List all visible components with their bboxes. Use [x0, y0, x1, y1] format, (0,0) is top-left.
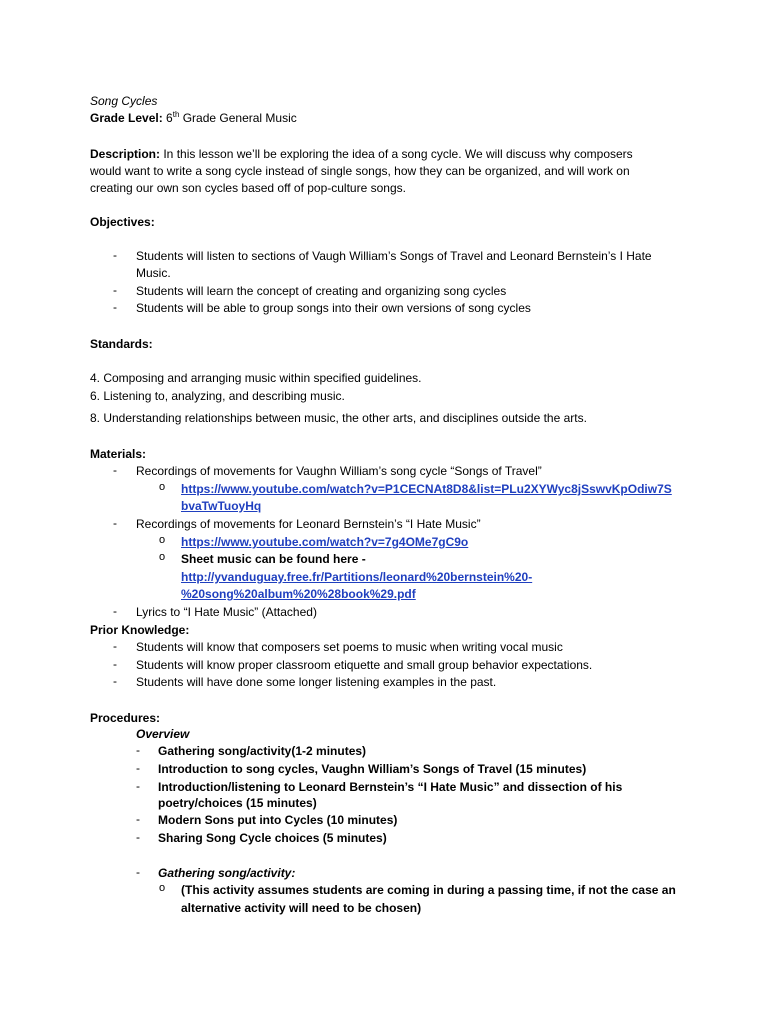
- standard-item: 8. Understanding relationships between music, the other arts, and disciplines outside the arts.: [90, 411, 587, 425]
- material-item: Recordings of movements for Vaughn William’s song cycle “Songs of Travel”: [136, 464, 542, 478]
- procedures-heading: Procedures:: [90, 711, 161, 725]
- bullet-dash: -: [113, 657, 117, 671]
- link-text[interactable]: %20song%20album%20%28book%29.pdf: [181, 587, 416, 601]
- bullet-circle: o: [159, 534, 166, 546]
- procedure-item: Modern Sons put into Cycles (10 minutes): [158, 813, 398, 827]
- description-line-1: Description: In this lesson we’ll be exploring the idea of a song cycle. We will discuss why composers: [90, 147, 633, 161]
- prior-item: Students will know that composers set poems to music when writing vocal music: [136, 640, 563, 654]
- material-item: Recordings of movements for Leonard Bernstein’s “I Hate Music”: [136, 517, 481, 531]
- description-line-3: creating our own son cycles based off of pop-culture songs.: [90, 181, 406, 195]
- sheet-music-link-cont[interactable]: [181, 586, 416, 603]
- procedure-item: Sharing Song Cycle choices (5 minutes): [158, 831, 387, 845]
- link-text[interactable]: https://www.youtube.com/watch?v=7g4OMe7gC9o: [181, 535, 469, 549]
- youtube-link-i-hate-music[interactable]: [181, 534, 468, 551]
- doc-title: Song Cycles: [90, 94, 158, 108]
- procedure-item: Introduction/listening to Leonard Bernstein’s “I Hate Music” and dissection of his: [158, 780, 623, 794]
- bullet-dash: -: [113, 604, 117, 618]
- bullet-circle: o: [159, 551, 166, 563]
- objective-item: Students will listen to sections of Vaugh William’s Songs of Travel and Leonard Bernstein’s I Hate: [136, 249, 652, 263]
- bullet-dash: -: [113, 516, 117, 530]
- objective-item: Students will learn the concept of creating and organizing song cycles: [136, 284, 507, 298]
- bullet-dash: -: [136, 779, 140, 793]
- prior-knowledge-heading: Prior Knowledge:: [90, 623, 190, 637]
- standard-item: 4. Composing and arranging music within specified guidelines.: [90, 371, 422, 385]
- bullet-dash: -: [113, 283, 117, 297]
- bullet-dash: -: [136, 865, 140, 879]
- objective-item-cont: Music.: [136, 266, 171, 280]
- material-item: Lyrics to “I Hate Music” (Attached): [136, 605, 317, 619]
- bullet-circle: o: [159, 882, 166, 894]
- description-line-2: would want to write a song cycle instead of single songs, how they can be organized, and will work on: [90, 164, 630, 178]
- prior-item: Students will know proper classroom etiquette and small group behavior expectations.: [136, 658, 593, 672]
- bullet-dash: -: [136, 743, 140, 757]
- youtube-link-songs-of-travel[interactable]: [181, 481, 672, 498]
- link-text[interactable]: http://yvanduguay.free.fr/Partitions/leonard%20bernstein%20-: [181, 570, 533, 584]
- procedure-item: Introduction to song cycles, Vaughn William’s Songs of Travel (15 minutes): [158, 762, 587, 776]
- sheet-music-text: Sheet music can be found here -: [181, 552, 366, 566]
- overview-heading: Overview: [136, 727, 190, 741]
- prior-item: Students will have done some longer listening examples in the past.: [136, 675, 497, 689]
- description-label: Description:: [90, 147, 161, 161]
- procedure-item-cont: poetry/choices (15 minutes): [158, 796, 317, 810]
- standard-item: 6. Listening to, analyzing, and describing music.: [90, 389, 345, 403]
- gathering-heading: Gathering song/activity:: [158, 866, 296, 880]
- bullet-circle: o: [159, 481, 166, 493]
- grade-level: Grade Level: 6th Grade General Music: [90, 110, 297, 125]
- bullet-dash: -: [113, 300, 117, 314]
- objectives-heading: Objectives:: [90, 215, 155, 229]
- link-text[interactable]: https://www.youtube.com/watch?v=P1CECNAt8D8&list=PLu2XYWyc8jSswvKpOdiw7S: [181, 482, 672, 496]
- grade-label: Grade Level:: [90, 111, 163, 125]
- standards-heading: Standards:: [90, 337, 153, 351]
- bullet-dash: -: [136, 830, 140, 844]
- sheet-music-link[interactable]: [181, 569, 532, 586]
- link-text[interactable]: bvaTwTuoyHq: [181, 499, 262, 513]
- bullet-dash: -: [136, 761, 140, 775]
- gathering-note-cont: alternative activity will need to be chosen): [181, 901, 422, 915]
- bullet-dash: -: [113, 639, 117, 653]
- objective-item: Students will be able to group songs into their own versions of song cycles: [136, 301, 531, 315]
- bullet-dash: -: [113, 463, 117, 477]
- procedure-item: Gathering song/activity(1-2 minutes): [158, 744, 367, 758]
- materials-heading: Materials:: [90, 447, 147, 461]
- bullet-dash: -: [113, 248, 117, 262]
- bullet-dash: -: [136, 812, 140, 826]
- bullet-dash: -: [113, 674, 117, 688]
- gathering-note: (This activity assumes students are coming in during a passing time, if not the case an: [181, 883, 676, 897]
- youtube-link-songs-of-travel-cont[interactable]: [181, 498, 261, 515]
